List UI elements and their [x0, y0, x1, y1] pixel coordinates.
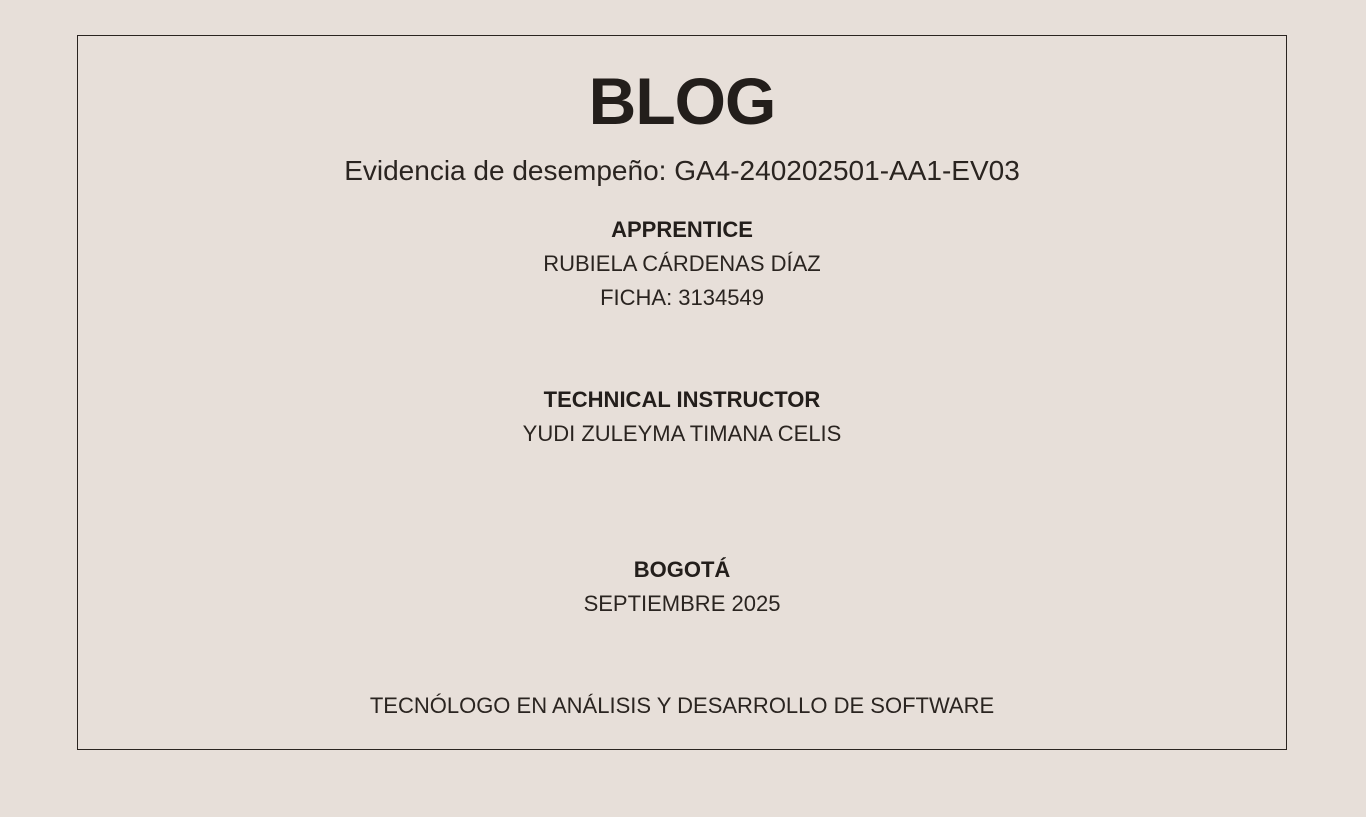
- apprentice-ficha: FICHA: 3134549: [600, 285, 764, 310]
- program-name: TECNÓLOGO EN ANÁLISIS Y DESARROLLO DE SOFTWARE: [369, 693, 995, 718]
- evidence-subtitle: Evidencia de desempeño: GA4-240202501-AA1-EV03: [344, 155, 1020, 186]
- date-text: SEPTIEMBRE 2025: [583, 591, 781, 616]
- instructor-name: YUDI ZULEYMA TIMANA CELIS: [522, 421, 842, 446]
- instructor-heading: TECHNICAL INSTRUCTOR: [543, 387, 821, 412]
- apprentice-heading: APPRENTICE: [611, 217, 753, 242]
- apprentice-name: RUBIELA CÁRDENAS DÍAZ: [543, 251, 821, 276]
- page-title: BLOG: [588, 64, 776, 138]
- cover-frame: [77, 35, 1287, 750]
- city-heading: BOGOTÁ: [633, 557, 731, 582]
